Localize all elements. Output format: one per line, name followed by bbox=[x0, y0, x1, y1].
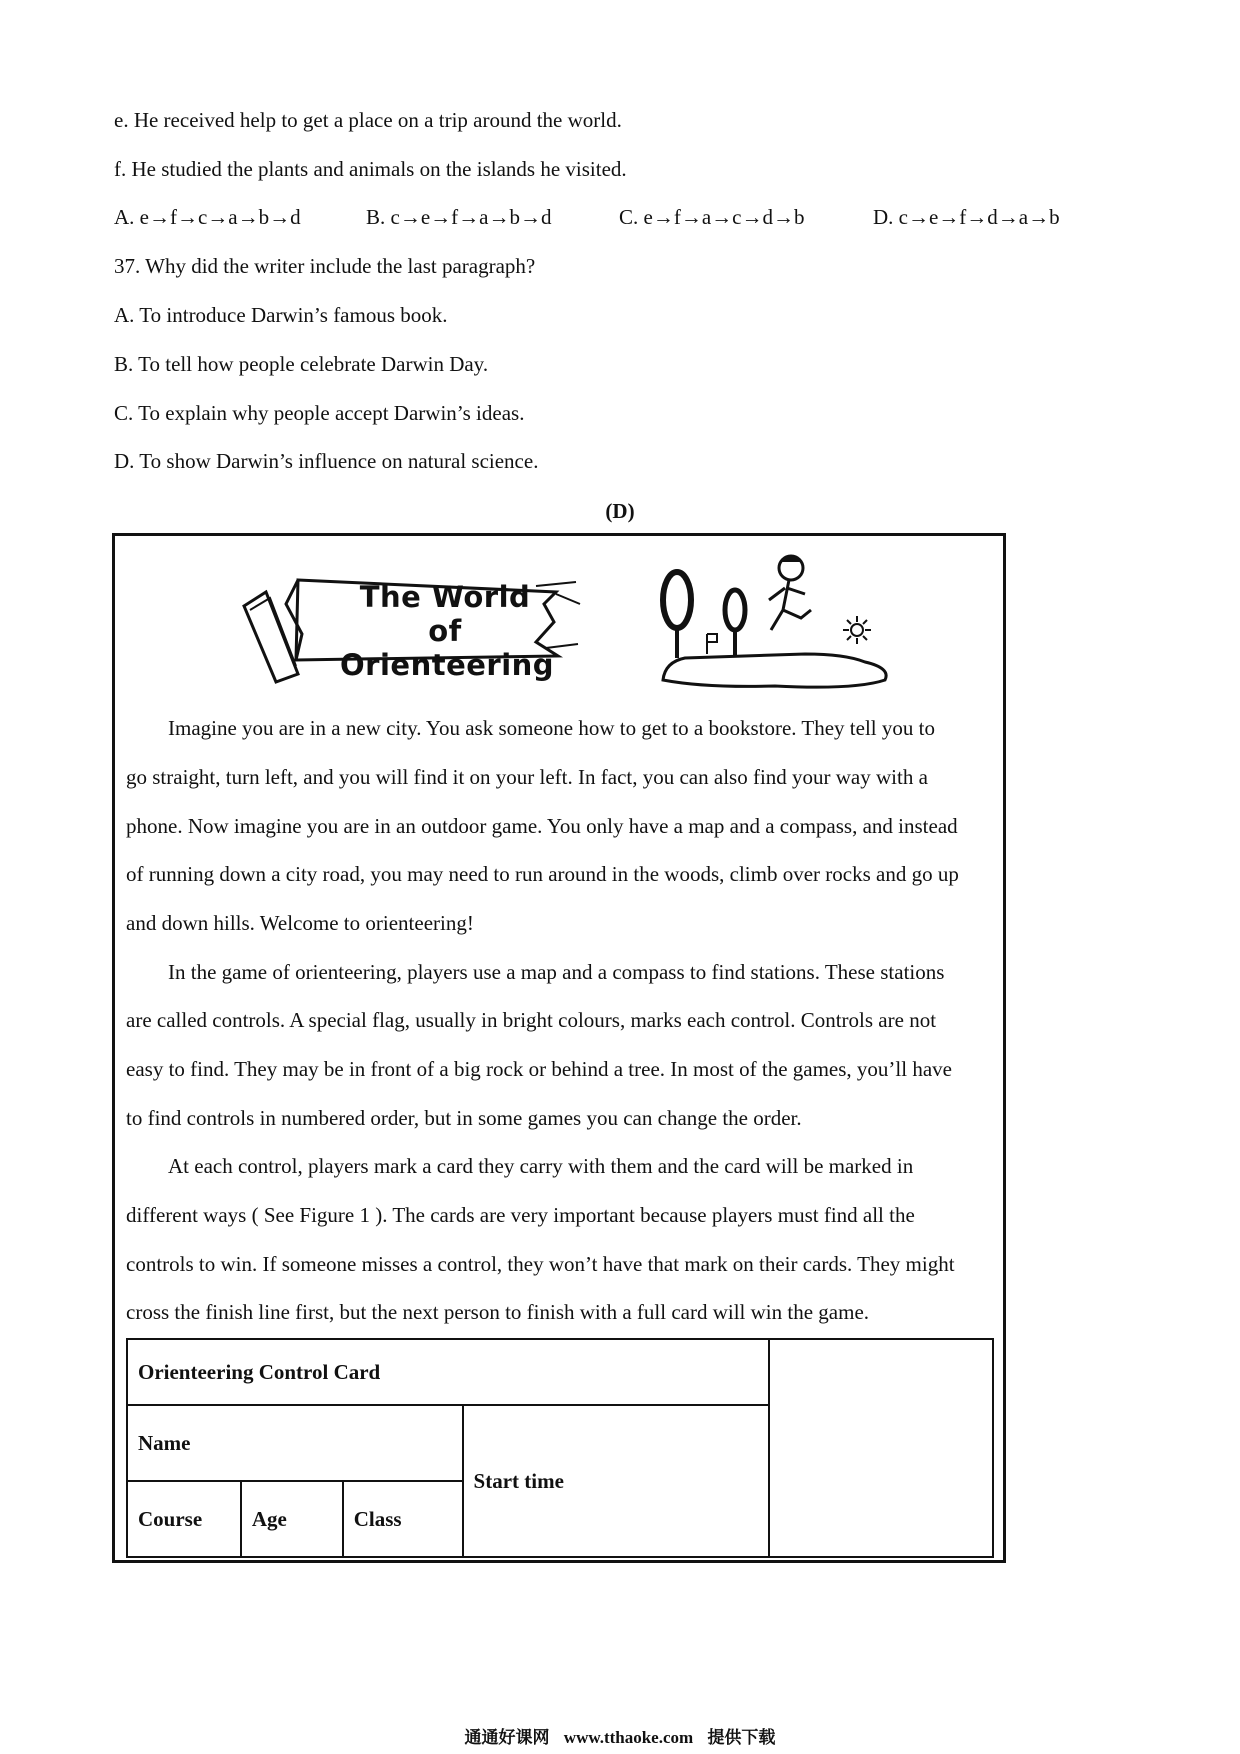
option-c: C. e→f→a→c→d→b bbox=[619, 205, 805, 229]
option-e-line: e. He received help to get a place on a trip around the world. bbox=[114, 108, 622, 132]
option-d: D. c→e→f→d→a→b bbox=[873, 205, 1060, 229]
card-course-label: Course bbox=[127, 1481, 241, 1557]
option-b: B. c→e→f→a→b→d bbox=[366, 205, 552, 229]
footer-site-name: 通通好课网 bbox=[464, 1728, 550, 1747]
passage-line: In the game of orienteering, players use a map and a compass to find stations. These stations bbox=[168, 960, 945, 984]
passage-line: to find controls in numbered order, but in some games you can change the order. bbox=[126, 1106, 802, 1130]
passage-line: easy to find. They may be in front of a big rock or behind a tree. In most of the games, you’ll have bbox=[126, 1057, 952, 1081]
card-age-label: Age bbox=[241, 1481, 343, 1557]
footer-url[interactable]: www.tthaoke.com bbox=[563, 1728, 694, 1747]
footer-note: 提供下载 bbox=[707, 1728, 776, 1747]
card-start-time-label: Start time bbox=[463, 1405, 769, 1557]
card-title: Orienteering Control Card bbox=[127, 1339, 769, 1405]
page-footer bbox=[0, 1728, 1240, 1748]
q37-option-a: A. To introduce Darwin’s famous book. bbox=[114, 303, 448, 327]
question-37: 37. Why did the writer include the last paragraph? bbox=[114, 254, 536, 278]
card-name-label: Name bbox=[127, 1405, 463, 1481]
passage-line: phone. Now imagine you are in an outdoor game. You only have a map and a compass, and instead bbox=[126, 814, 958, 838]
banner-title bbox=[340, 580, 555, 682]
passage-line: cross the finish line first, but the next person to finish with a full card will win the game. bbox=[126, 1300, 870, 1324]
passage-line: and down hills. Welcome to orienteering! bbox=[126, 911, 474, 935]
banner-title-line1: The World of bbox=[359, 580, 531, 648]
q37-option-b: B. To tell how people celebrate Darwin Day. bbox=[114, 352, 489, 376]
running-child-illustration bbox=[655, 550, 895, 690]
card-blank-cell bbox=[769, 1339, 993, 1557]
passage-line: of running down a city road, you may need to run around in the woods, climb over rocks and go up bbox=[126, 862, 959, 886]
q37-option-d: D. To show Darwin’s influence on natural science. bbox=[114, 449, 539, 473]
passage-line: Imagine you are in a new city. You ask someone how to get to a bookstore. They tell you to bbox=[168, 716, 935, 740]
section-label: (D) bbox=[605, 499, 635, 523]
q37-option-c: C. To explain why people accept Darwin’s ideas. bbox=[114, 401, 525, 425]
option-f-line: f. He studied the plants and animals on the islands he visited. bbox=[114, 157, 627, 181]
passage-line: are called controls. A special flag, usually in bright colours, marks each control. Controls are not bbox=[126, 1008, 937, 1032]
option-a: A. e→f→c→a→b→d bbox=[114, 205, 301, 229]
passage-line: At each control, players mark a card they carry with them and the card will be marked in bbox=[168, 1154, 914, 1178]
passage-line: different ways ( See Figure 1 ). The cards are very important because players must find all the bbox=[126, 1203, 915, 1227]
card-class-label: Class bbox=[343, 1481, 463, 1557]
control-card-table bbox=[126, 1338, 994, 1558]
banner-title-line2: Orienteering bbox=[340, 648, 555, 682]
passage-line: go straight, turn left, and you will find it on your left. In fact, you can also find your way with a bbox=[126, 765, 928, 789]
passage-line: controls to win. If someone misses a control, they won’t have that mark on their cards. They might bbox=[126, 1252, 955, 1276]
